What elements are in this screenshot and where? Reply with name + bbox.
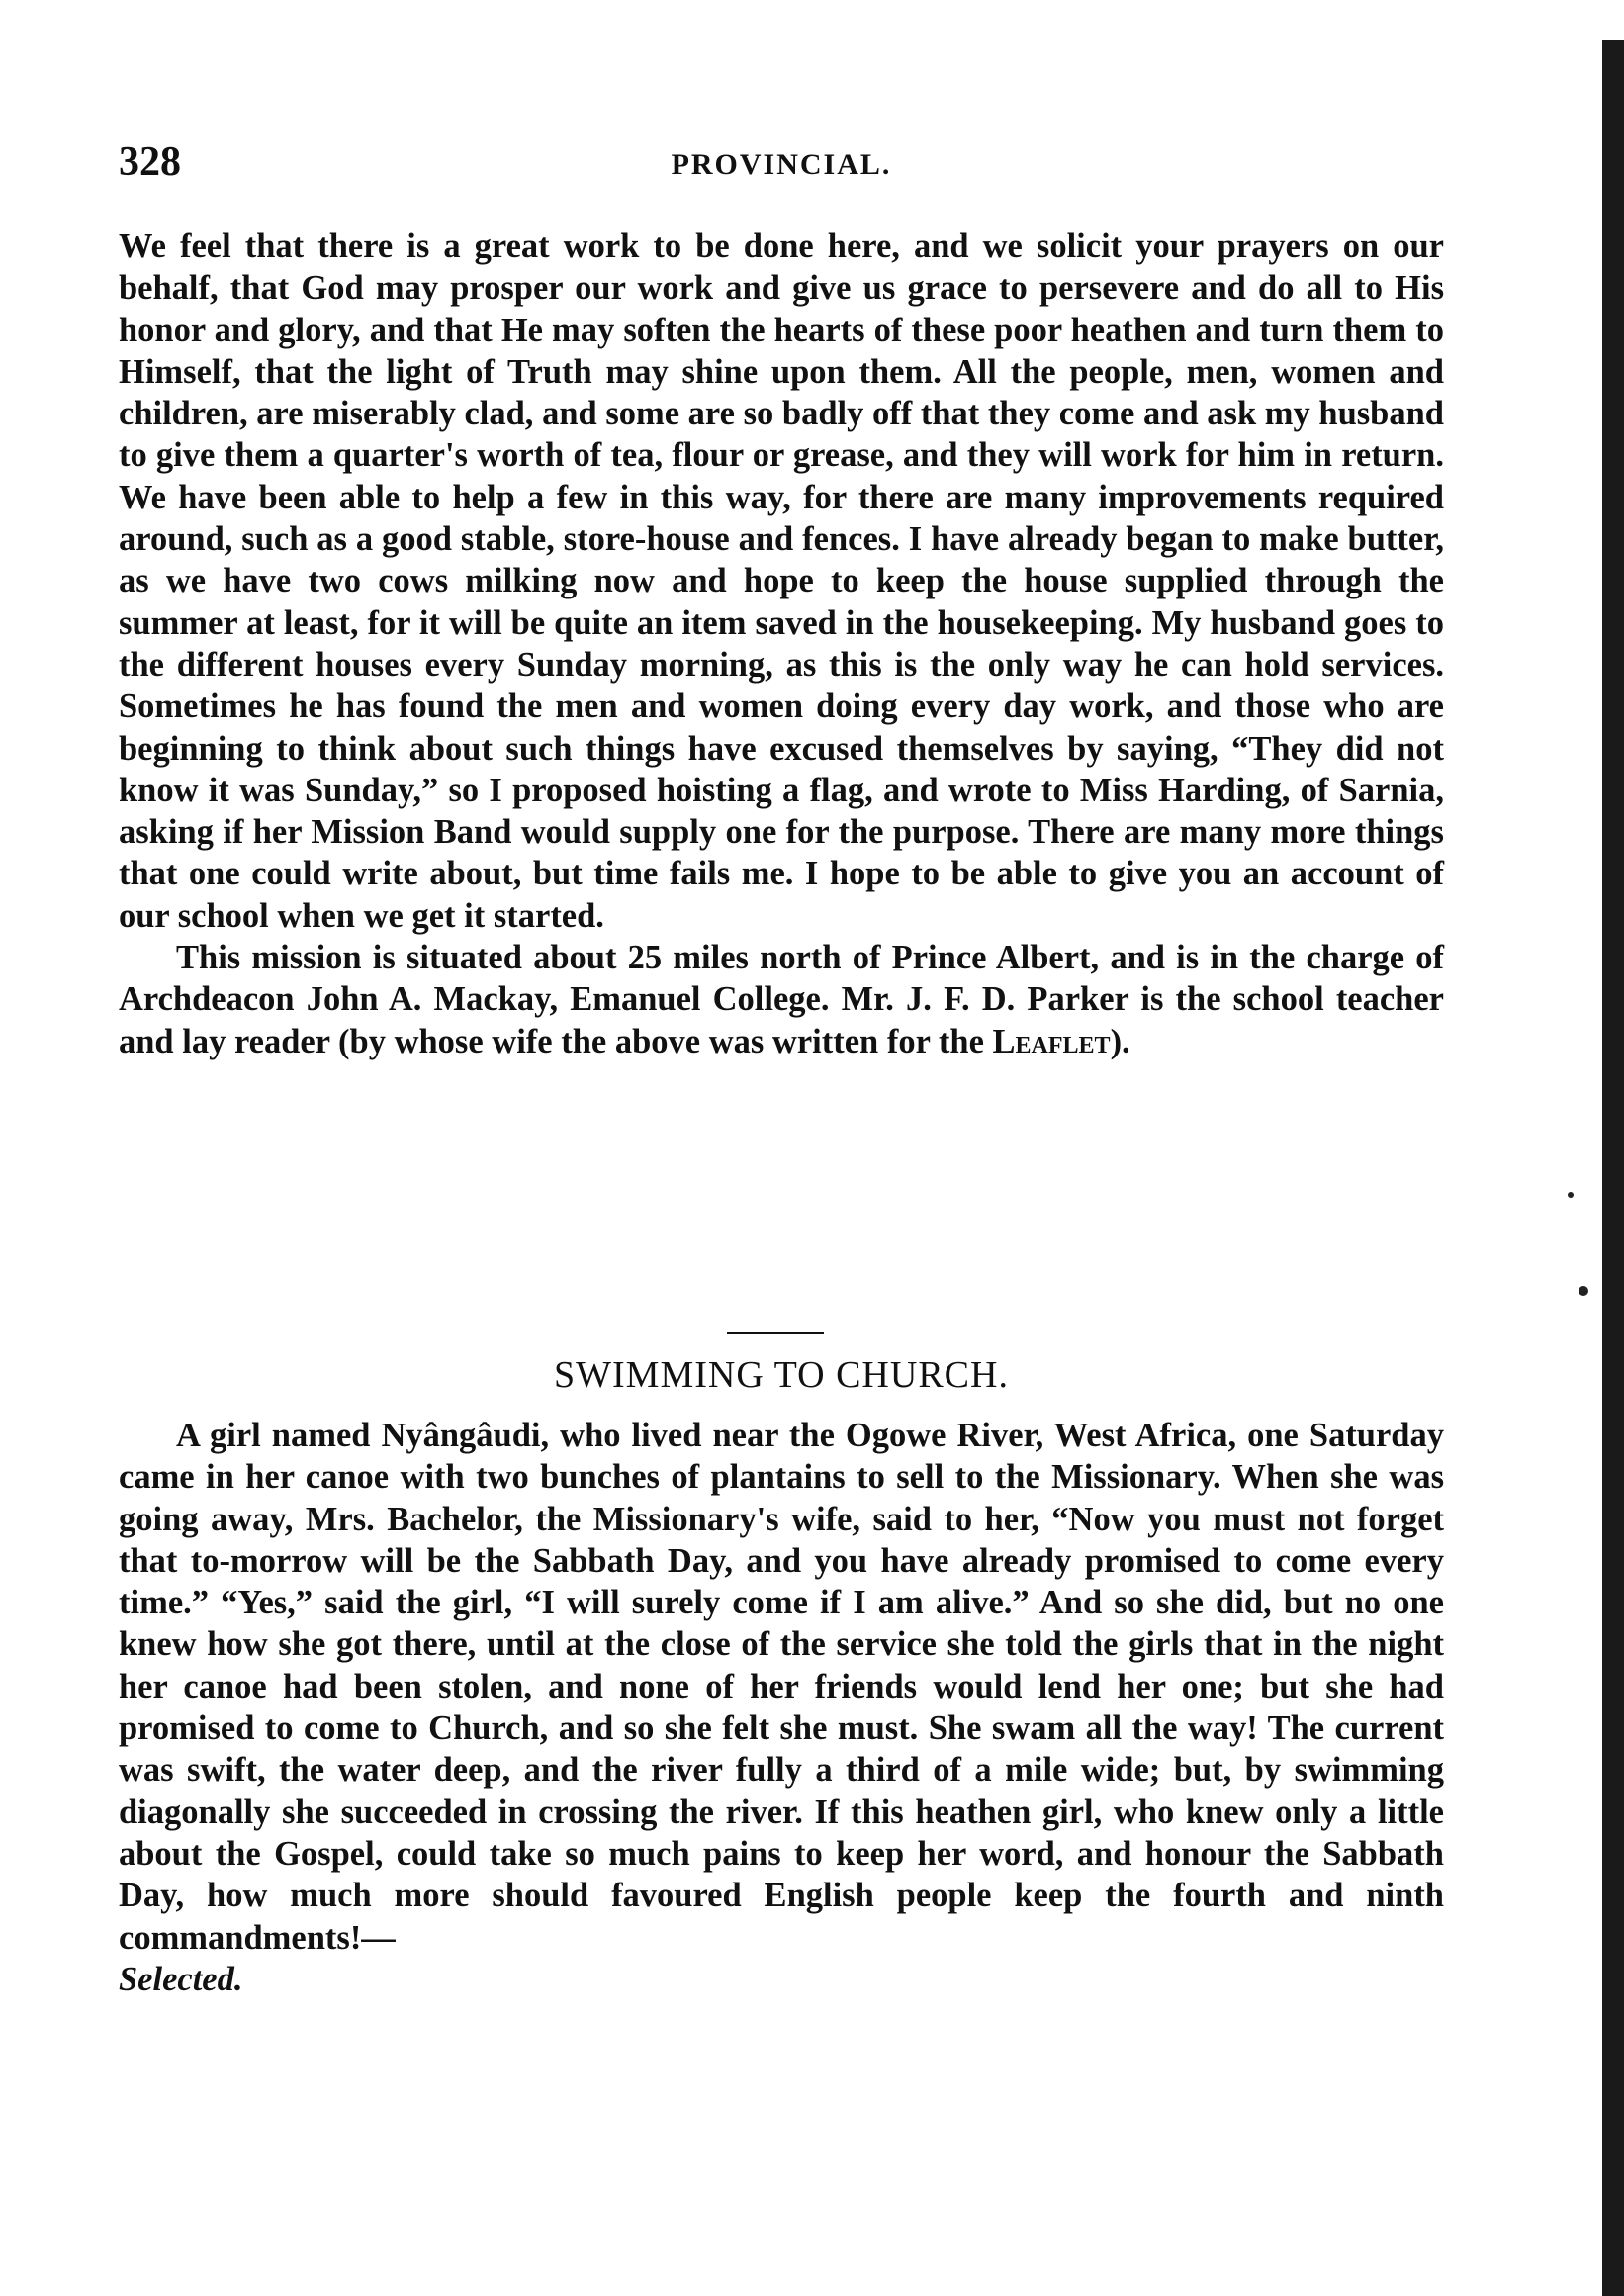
- scan-edge-shadow: [1602, 40, 1624, 2296]
- article-signoff: Selected.: [119, 1960, 243, 1998]
- letter-paragraph: We feel that there is a great work to be done here, and we solicit your prayers on our behalf, that God may prosper our work and give us grace to persevere and do all to His honor and glory, and that He may soften the hearts of these poor heathen and turn them to Himself, that the light of Truth may shine upon them. All the people, men, women and children, are miserably clad, and some are so badly off that they come and ask my husband to give them a quarter's worth of tea, flour or grease, and they will work for him in return. We have been able to help a few in this way, for there are many improvements required around, such as a good stable, store-house and fences. I have already began to make butter, as we have two cows milking now and hope to keep the house supplied through the summer at least, for it will be quite an item saved in the housekeeping. My husband goes to the different houses every Sunday morning, as this is the only way he can hold services. Sometimes he has found the men and women doing every day work, and those who are beginning to think about such things have excused themselves by saying, “They did not know it was Sunday,” so I proposed hoisting a flag, and wrote to Miss Harding, of Sarnia, asking if her Mission Band would supply one for the purpose. There are many more things that one could write about, but time fails me. I hope to be able to give you an account of our school when we get it started.: [119, 228, 1444, 935]
- running-head: PROVINCIAL.: [671, 148, 892, 181]
- page-header: [119, 138, 1444, 198]
- mission-note-end: ).: [1110, 1022, 1130, 1060]
- article-paragraph: [119, 1415, 1444, 2000]
- article-body: [119, 1415, 1444, 2000]
- section-divider: [727, 1332, 824, 1334]
- scan-speck: [1568, 1192, 1574, 1198]
- scan-speck: [1579, 1286, 1588, 1296]
- article-text: A girl named Nyângâudi, who lived near the Ogowe River, West Africa, one Saturday came in her canoe with two bunches of plantains to sell to the Missionary. When she was going away, Mrs. Bachelor, the Missionary's wife, said to her, “Now you must not forget that to-morrow will be the Sabbath Day, and you have already promised to come every time.” “Yes,” said the girl, “I will surely come if I am alive.” And so she did, but no one knew how she got there, until at the close of the service she told the girls that in the night her canoe had been stolen, and none of her friends would lend her one; but she had promised to come to Church, and so she felt she must. She swam all the way! The current was swift, the water deep, and the river fully a third of a mile wide; but, by swimming diagonally she succeeded in crossing the river. If this heathen girl, who knew only a little about the Gospel, could take so much pains to keep her word, and honour the Sabbath Day, how much more should favoured English people keep the fourth and ninth commandments!—: [119, 1417, 1444, 1957]
- leaflet-reference: Leaflet: [992, 1022, 1111, 1060]
- mission-note-paragraph: [119, 937, 1444, 1062]
- mission-note-text: This mission is situated about 25 miles north of Prince Albert, and is in the charge of Archdeacon John A. Mackay, Emanuel College. Mr. J. F. D. Parker is the school teacher and lay reader (by whose wife the above was written for the: [119, 939, 1444, 1060]
- article-title: SWIMMING TO CHURCH.: [554, 1354, 1009, 1396]
- page-number: 328: [119, 139, 181, 185]
- letter-text: [119, 226, 1444, 1062]
